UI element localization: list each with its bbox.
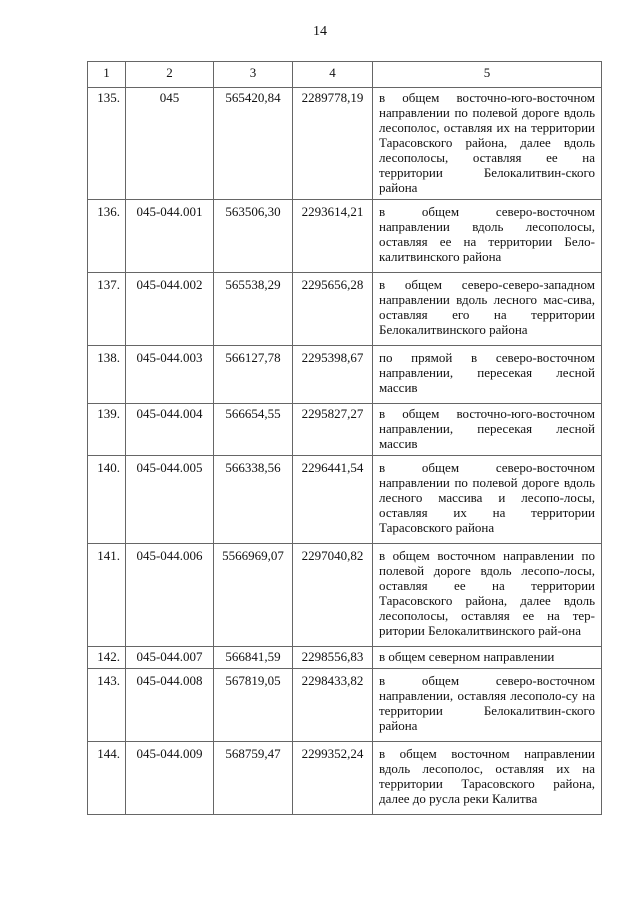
point-code: 045-044.008 xyxy=(126,669,214,742)
table-row xyxy=(88,544,602,647)
table-row xyxy=(88,669,602,742)
table-header-row xyxy=(88,62,602,88)
point-code: 045-044.004 xyxy=(126,404,214,456)
boundary-description: по прямой в северо-восточном направлении, пересекая лесной массив xyxy=(373,346,602,404)
y-coordinate: 2298556,83 xyxy=(293,647,373,669)
point-code: 045-044.007 xyxy=(126,647,214,669)
point-code: 045-044.001 xyxy=(126,200,214,273)
x-coordinate: 565420,84 xyxy=(214,88,293,200)
row-number: 137. xyxy=(88,273,126,346)
x-coordinate: 566654,55 xyxy=(214,404,293,456)
x-coordinate: 5566969,07 xyxy=(214,544,293,647)
table-row xyxy=(88,404,602,456)
point-code: 045-044.003 xyxy=(126,346,214,404)
table-row xyxy=(88,88,602,200)
column-header: 5 xyxy=(373,62,602,88)
table-row xyxy=(88,346,602,404)
boundary-description: в общем северо-восточном направлении вдоль лесополосы, оставляя ее на территории Бело-калитвинского района xyxy=(373,200,602,273)
y-coordinate: 2293614,21 xyxy=(293,200,373,273)
y-coordinate: 2295827,27 xyxy=(293,404,373,456)
row-number: 136. xyxy=(88,200,126,273)
boundary-description: в общем восточно-юго-восточном направлении, пересекая лесной массив xyxy=(373,404,602,456)
y-coordinate: 2297040,82 xyxy=(293,544,373,647)
y-coordinate: 2295656,28 xyxy=(293,273,373,346)
column-header: 3 xyxy=(214,62,293,88)
x-coordinate: 566841,59 xyxy=(214,647,293,669)
table-row xyxy=(88,456,602,544)
y-coordinate: 2295398,67 xyxy=(293,346,373,404)
x-coordinate: 565538,29 xyxy=(214,273,293,346)
column-header: 1 xyxy=(88,62,126,88)
boundary-table xyxy=(87,61,602,815)
x-coordinate: 568759,47 xyxy=(214,742,293,815)
page-number: 14 xyxy=(313,24,327,39)
row-number: 142. xyxy=(88,647,126,669)
row-number: 144. xyxy=(88,742,126,815)
row-number: 135. xyxy=(88,88,126,200)
table-row xyxy=(88,200,602,273)
boundary-description: в общем восточном направлении по полевой дороге вдоль лесопо-лосы, оставляя ее на территории Тарасовского района, далее вдоль лесополосы, оставляя ее на тер-ритории Белокалитвинского рай-она xyxy=(373,544,602,647)
boundary-description: в общем восточно-юго-восточном направлении по полевой дороге вдоль лесополос, оставляя их на территории Тарасовского района, далее вдоль лесополосы, оставляя ее на территории Белокалитвин-ского района xyxy=(373,88,602,200)
x-coordinate: 566127,78 xyxy=(214,346,293,404)
row-number: 140. xyxy=(88,456,126,544)
point-code: 045 xyxy=(126,88,214,200)
point-code: 045-044.005 xyxy=(126,456,214,544)
y-coordinate: 2296441,54 xyxy=(293,456,373,544)
table-row xyxy=(88,742,602,815)
x-coordinate: 563506,30 xyxy=(214,200,293,273)
boundary-description: в общем восточном направлении вдоль лесополос, оставляя их на территории Тарасовского района, далее до русла реки Калитва xyxy=(373,742,602,815)
y-coordinate: 2298433,82 xyxy=(293,669,373,742)
boundary-description: в общем северо-северо-западном направлении вдоль лесного мас-сива, оставляя его на территории Белокалитвинского района xyxy=(373,273,602,346)
x-coordinate: 567819,05 xyxy=(214,669,293,742)
table-row xyxy=(88,647,602,669)
row-number: 143. xyxy=(88,669,126,742)
point-code: 045-044.002 xyxy=(126,273,214,346)
column-header: 4 xyxy=(293,62,373,88)
boundary-description: в общем северо-восточном направлении по полевой дороге вдоль лесного массива и лесопо-лосы, оставляя их на территории Тарасовского района xyxy=(373,456,602,544)
column-header: 2 xyxy=(126,62,214,88)
boundary-description: в общем северо-восточном направлении, оставляя лесополо-су на территории Белокалитвин-ского района xyxy=(373,669,602,742)
table-row xyxy=(88,273,602,346)
row-number: 138. xyxy=(88,346,126,404)
row-number: 141. xyxy=(88,544,126,647)
y-coordinate: 2289778,19 xyxy=(293,88,373,200)
row-number: 139. xyxy=(88,404,126,456)
x-coordinate: 566338,56 xyxy=(214,456,293,544)
boundary-description: в общем северном направлении xyxy=(373,647,602,669)
point-code: 045-044.006 xyxy=(126,544,214,647)
y-coordinate: 2299352,24 xyxy=(293,742,373,815)
point-code: 045-044.009 xyxy=(126,742,214,815)
